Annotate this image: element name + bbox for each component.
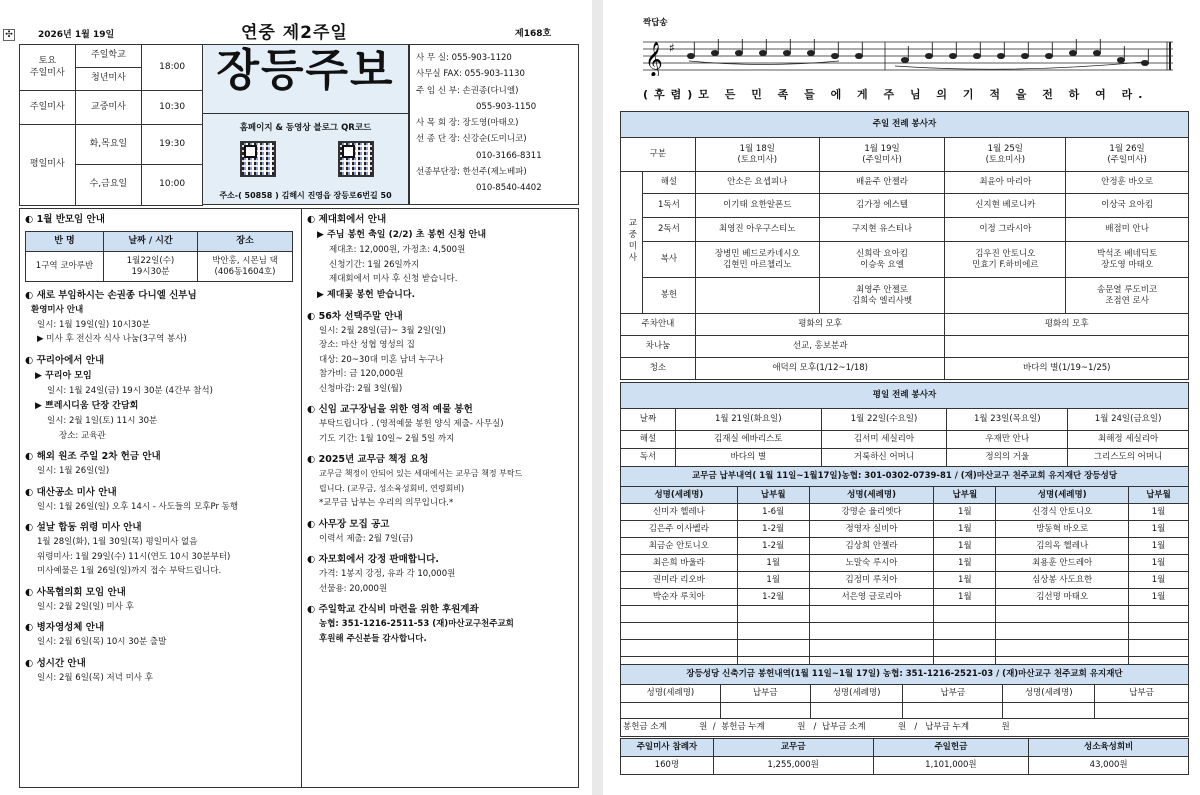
service-cell: 구지현 유스티나 — [819, 218, 945, 242]
notice-title: ◐ 1월 반모임 안내 — [25, 214, 105, 225]
dues-row — [621, 555, 1189, 572]
sunday-service-title: 주일 전례 봉사자 — [621, 112, 1189, 138]
notice-title: ◐ 병자영성체 안내 — [25, 622, 105, 633]
dues-head: 성명(세례명) — [996, 487, 1129, 504]
dues-name: 김정미 루치아 — [809, 572, 934, 589]
notice-subtitle: ▶ 주님 봉헌 축일 (2/2) 초 봉헌 신청 안내 — [317, 230, 487, 240]
note-head — [711, 50, 718, 55]
dues-name: 최금순 안토니오 — [621, 538, 738, 555]
notice-line: 후원해 주신분들 감사합니다. — [319, 633, 427, 644]
mass-times-table — [19, 44, 203, 206]
note-head — [783, 50, 790, 55]
notice-title: ◐ 대산공소 미사 안내 — [25, 486, 117, 498]
notice-line: 미사예물은 1월 26일(일)까지 접수 부탁드립니다. — [37, 566, 222, 576]
weekday-head: 1월 22일(수요일) — [821, 409, 947, 431]
notice-line: 기도 기간: 1월 10일~ 2월 5일 까지 — [319, 433, 455, 444]
service-cell: 김우진 안토니오 민효기 F.하비에르 — [945, 242, 1066, 278]
dues-months: 1월 — [934, 589, 996, 606]
meeting-date: 1월22일(수) 19시30분 — [104, 252, 198, 282]
service-cell: 애덕의 모후(1/12~1/18) — [695, 358, 945, 380]
note-head — [925, 53, 932, 58]
service-head: 1월 18일 (토요미사) — [695, 138, 819, 172]
service-cell: 배윤주 안젤라 — [819, 172, 945, 194]
note-head — [1021, 53, 1028, 58]
notice-subtitle: ▶ 꾸리아 모임 — [35, 370, 92, 381]
notice-title: ◐ 사목협의회 모임 안내 — [25, 586, 126, 598]
note-head — [759, 50, 766, 55]
contact-list — [409, 44, 579, 205]
service-cell: 최영주 안젤로 김희숙 엘리사벳 — [819, 278, 945, 314]
qr-code-label: 홈페이지 & 동영상 블로그 QR코드 — [239, 123, 372, 133]
service-cell: 이기태 요한알폰드 — [695, 194, 819, 218]
building-head: 성명(세례명) — [810, 685, 903, 703]
attendance-count: 160명 — [621, 757, 714, 775]
dues-title: 교무금 납부내역( 1월 11일~1월17일)농협: 301-0302-0739-81 / (재)마산교구 천주교회 유지재단 장등성당 — [621, 467, 1189, 487]
building-head: 납부금 — [720, 685, 810, 703]
treble-clef-icon: 𝄞 — [645, 42, 663, 76]
dues-name: 노말숙 루시아 — [809, 555, 934, 572]
notices-column-b — [301, 208, 579, 788]
tue-thu-time: 19:30 — [142, 125, 203, 165]
notice-line: 일시: 1월 19일(일) 10시30분 — [37, 319, 150, 330]
meeting-place: 박안홍, 시몬님 댁 (406동1604호) — [198, 252, 293, 282]
dues-name: 심상봉 사도요한 — [996, 572, 1129, 589]
funeral-deputy: 선종부단장: 한선주(제노베파) — [416, 167, 527, 178]
council-president: 사 목 회 장: 장도영(마태오) — [416, 118, 519, 129]
notice-line: 일시: 2월 2일(일) 미사 후 — [37, 601, 134, 612]
notice-line: 제대초: 12,000원, 가정초: 4,500원 — [329, 245, 466, 255]
service-cell: 이상국 요아킴 — [1066, 194, 1189, 218]
totals-head: 주일헌금 — [873, 739, 1029, 757]
dues-head: 성명(세례명) — [809, 487, 934, 504]
notice-line: 선물용: 20,000원 — [319, 583, 388, 594]
youth-mass-label: 청년미사 — [75, 68, 142, 91]
building-fund-title: 장등성당 신축기금 봉헌내역(1월 11일~1월 17일) 농협: 351-1216-2521-03 / (재)마산교구 천주교회 유지재단 — [621, 665, 1189, 685]
bulletin-name: 장등주보 — [216, 45, 395, 96]
notice-line: 제대회에서 미사 후 신청 받습니다. — [329, 274, 458, 284]
notice-line: 일시: 1월 26일(일) 오후 14시 - 사도들의 모후Pr 동행 — [37, 501, 239, 512]
dues-months: 1월 — [737, 555, 809, 572]
dues-head: 성명(세례명) — [621, 487, 738, 504]
dues-row — [621, 538, 1189, 555]
vocation-fund-total: 43,000원 — [1029, 757, 1189, 775]
weekday-service-table — [620, 382, 1189, 467]
dues-months: 1-2월 — [737, 589, 809, 606]
notice-title: ◐ 주일학교 간식비 마련을 위한 후원계좌 — [307, 604, 479, 615]
notice-subtitle: ▶ 쁘레시디움 단장 간담회 — [35, 401, 139, 411]
funeral-deputy-phone: 010-8540-4402 — [476, 183, 542, 194]
building-head: 납부금 — [903, 685, 1003, 703]
notice-line: 농협: 351-1216-2511-53 (재)마산교구천주교회 — [319, 619, 514, 629]
dues-name: 최은희 바울라 — [621, 555, 738, 572]
notice-subtitle: ▶ 제대꽃 봉헌 받습니다. — [317, 289, 415, 300]
dues-name: 강명순 율리엣다 — [809, 504, 934, 521]
service-cell: 안소은 요셉피나 — [695, 172, 819, 194]
dues-name: 방동혁 바오로 — [996, 521, 1129, 538]
music-staff — [643, 36, 1173, 76]
totals-table — [620, 738, 1189, 775]
wed-fri-time: 10:00 — [142, 165, 203, 206]
dues-row — [621, 504, 1189, 521]
note-head — [831, 53, 838, 58]
note-head — [949, 53, 956, 58]
sunday-mass-label: 주일미사 — [20, 91, 76, 125]
notice-title: ◐ 56차 선택주말 안내 — [307, 310, 403, 322]
notice-title: ◐ 꾸리아에서 안내 — [25, 354, 105, 366]
weekday-cell: 그리스도의 어머니 — [1068, 449, 1189, 467]
building-summary: 봉헌금 소계 원 / 봉헌금 누계 원 / 납부금 소계 원 / 납부금 누계 원 — [621, 719, 1189, 737]
service-cell: 평화의 모후 — [945, 314, 1189, 336]
qr-code-blog-icon[interactable] — [338, 141, 374, 177]
dues-name: 김은주 이사벨라 — [621, 521, 738, 538]
saturday-mass-label: 토요 주일미사 — [20, 45, 76, 91]
notice-line: 위령미사: 1월 29일(수) 11시(연도 10시 30분부터) — [37, 551, 231, 562]
meeting-header-group: 반 명 — [26, 232, 104, 252]
notice-line: 신청마감: 2월 3일(월) — [319, 383, 403, 394]
dues-table — [620, 466, 1189, 674]
role-label: 2독서 — [642, 218, 695, 242]
notice-line: 참가비: 금 120,000원 — [319, 369, 404, 379]
note-head — [901, 57, 908, 62]
weekday-head: 날짜 — [621, 409, 676, 431]
left-page — [0, 0, 592, 795]
role-label: 주차안내 — [621, 314, 696, 336]
offering-total: 1,101,000원 — [873, 757, 1029, 775]
office-phone: 사 무 실: 055-903-1120 — [416, 53, 512, 63]
meeting-table — [25, 231, 293, 282]
note-head — [973, 53, 980, 58]
sunday-mass-time: 10:30 — [142, 91, 203, 125]
main-mass-label: 교중미사 — [75, 91, 142, 125]
note-head — [997, 53, 1004, 58]
dues-months: 1-6월 — [737, 504, 809, 521]
notice-line: 립니다. (교무금, 성소육성회비, 연령회비) — [319, 483, 465, 493]
sunday-school-label: 주일학교 — [75, 45, 142, 68]
dues-months: 1월 — [1129, 572, 1189, 589]
dues-months: 1월 — [737, 572, 809, 589]
role-label: 봉헌 — [642, 278, 695, 314]
role-label: 복사 — [642, 242, 695, 278]
weekday-mass-label: 평일미사 — [20, 125, 76, 206]
main-mass-group: 교중미사 — [621, 172, 643, 314]
service-cell: 선교, 홍보분과 — [695, 336, 945, 358]
service-cell: 김가정 에스텔 — [819, 194, 945, 218]
notice-line: 일시: 2월 28일(금)~ 3월 2일(일) — [319, 325, 446, 336]
wed-fri-label: 수,금요일 — [75, 165, 142, 206]
bulletin-date: 2026년 1월 19일 — [38, 30, 115, 40]
building-head: 납부금 — [1095, 685, 1189, 703]
service-cell: 최윤아 마리아 — [945, 172, 1066, 194]
weekday-head: 1월 24일(금요일) — [1068, 409, 1189, 431]
weekday-head: 1월 23일(목요일) — [947, 409, 1068, 431]
psalm-lyric: (후렴)모 든 민 족 들 에 게 주 님 의 기 적 을 전 하 여 라. — [643, 88, 1149, 101]
service-cell: 송문열 루도비코 조점연 로사 — [1066, 278, 1189, 314]
dues-months: 1월 — [934, 572, 996, 589]
notice-line: ▶ 미사 후 전신자 식사 나눔(3구역 봉사) — [37, 334, 187, 344]
note-head — [1141, 60, 1148, 65]
notice-title: ◐ 설날 합동 위령 미사 안내 — [25, 522, 142, 533]
service-cell — [945, 336, 1189, 358]
note-head — [687, 53, 694, 58]
dues-months: 1월 — [1129, 538, 1189, 555]
sunday-service-table — [620, 111, 1189, 380]
dues-name: 박순자 루치아 — [621, 589, 738, 606]
service-head: 구분 — [621, 138, 696, 172]
notice-line: *교무금 납부는 우리의 의무입니다.* — [319, 498, 454, 508]
funeral-leader: 선 종 단 장: 신강순(도미니코) — [416, 134, 527, 145]
notice-line: 교무금 책정이 안되어 있는 세대에서는 교무금 책정 부탁드 — [319, 469, 523, 478]
service-cell: 이정 그라시아 — [945, 218, 1066, 242]
notice-line: 신청기간: 1월 26일까지 — [329, 259, 420, 270]
note-head — [1045, 53, 1052, 58]
dues-months: 1월 — [1129, 589, 1189, 606]
dues-total: 1,255,000원 — [713, 757, 873, 775]
dues-name: 정영자 실비아 — [809, 521, 934, 538]
building-head: 성명(세례명) — [1003, 685, 1095, 703]
issue-number: 제168호 — [515, 29, 552, 39]
service-cell: 신지현 베로니카 — [945, 194, 1066, 218]
dues-name: 김선명 마태오 — [996, 589, 1129, 606]
dues-months: 1-2월 — [737, 521, 809, 538]
totals-head: 주일미사 참례자 — [621, 739, 714, 757]
notice-title: ◐ 자모회에서 강정 판매합니다. — [307, 554, 439, 565]
note-head — [1093, 50, 1100, 55]
dues-name: 신경식 안토니오 — [996, 504, 1129, 521]
bulletin-masthead — [202, 44, 409, 205]
dues-name: 김의옥 헬레나 — [996, 538, 1129, 555]
building-head: 성명(세례명) — [621, 685, 721, 703]
pastor-name: 주 임 신 부: 손권종(다니엘) — [416, 85, 519, 96]
service-head: 1월 19일 (주일미사) — [819, 138, 945, 172]
dues-row — [621, 589, 1189, 606]
dues-months: 1월 — [1129, 521, 1189, 538]
service-cell: 박석조 베네딕토 장도영 마태오 — [1066, 242, 1189, 278]
service-head: 1월 25일 (토요미사) — [945, 138, 1066, 172]
dues-months: 1월 — [934, 538, 996, 555]
dues-name: 권미라 리오바 — [621, 572, 738, 589]
notice-line: 일시: 2월 6일(목) 10시 30분 출발 — [37, 637, 167, 647]
role-label: 독서 — [621, 449, 676, 467]
service-cell: 최영진 아우구스티노 — [695, 218, 819, 242]
weekday-cell: 바다의 별 — [675, 449, 821, 467]
service-cell — [945, 278, 1066, 314]
notice-title: ◐ 사무장 모집 공고 — [307, 518, 390, 530]
weekday-cell: 김서미 세실리아 — [821, 431, 947, 449]
pastor-phone: 055-903-1150 — [476, 101, 537, 112]
psalm-label: 짝답송 — [643, 18, 668, 28]
totals-head: 교무금 — [713, 739, 873, 757]
dues-row — [621, 521, 1189, 538]
notice-line: 대상: 20~30대 미혼 남녀 누구나 — [319, 354, 444, 365]
service-cell — [695, 278, 819, 314]
notice-line: 일시: 1월 24일(금) 19시 30분 (4간부 참석) — [47, 385, 213, 396]
notice-line: 부탁드립니다 . (영적예물 봉헌 양식 제출- 사무실) — [319, 419, 504, 429]
dues-months: 1월 — [934, 555, 996, 572]
dues-months: 1월 — [934, 504, 996, 521]
note-head — [855, 53, 862, 58]
notice-line: 일시: 2월 1일(토) 11시 30분 — [47, 416, 158, 426]
sharp-icon: ♯ — [669, 41, 675, 55]
notice-title: ◐ 성시간 안내 — [25, 657, 86, 669]
tue-thu-label: 화,목요일 — [75, 125, 142, 165]
service-head: 1월 26일 (주일미사) — [1066, 138, 1189, 172]
note-head — [807, 50, 814, 55]
dues-name: 신미자 헬레나 — [621, 504, 738, 521]
weekday-cell: 거룩하신 어머니 — [821, 449, 947, 467]
dues-months: 1-2월 — [737, 538, 809, 555]
liturgical-title: 연중 제2주일 — [241, 23, 348, 43]
role-label: 1독서 — [642, 194, 695, 218]
notice-title: ◐ 새로 부임하시는 손권종 다니엘 신부님 — [25, 290, 197, 301]
service-cell: 바다의 별(1/19~1/25) — [945, 358, 1189, 380]
notice-line: 이력서 제출: 2월 7일(금) — [319, 533, 414, 544]
weekday-head: 1월 21일(화요일) — [675, 409, 821, 431]
role-label: 청소 — [621, 358, 696, 380]
dues-name: 최용훈 안드레아 — [996, 555, 1129, 572]
notice-title: ◐ 2025년 교무금 책정 요청 — [307, 454, 429, 465]
weekday-cell: 김재실 에바리스토 — [675, 431, 821, 449]
dues-head: 납부월 — [737, 487, 809, 504]
parish-address: 주소-( 50858 ) 김해시 진영읍 장등로6번길 50 — [219, 191, 392, 200]
right-page — [603, 0, 1200, 795]
dues-head: 납부월 — [1129, 487, 1189, 504]
meeting-header-place: 장소 — [198, 232, 293, 252]
dues-row — [621, 572, 1189, 589]
totals-head: 성소육성회비 — [1029, 739, 1189, 757]
service-cell: 평화의 모후 — [695, 314, 945, 336]
weekday-service-title: 평일 전례 봉사자 — [621, 383, 1189, 409]
notice-line: 가격: 1봉지 강정, 유과 각 10,000원 — [319, 569, 456, 579]
role-label: 해설 — [621, 431, 676, 449]
dues-name: 김상희 안젤라 — [809, 538, 934, 555]
dues-head: 납부월 — [934, 487, 996, 504]
meeting-group: 1구역 코아루반 — [26, 252, 104, 282]
building-fund-table — [620, 664, 1189, 737]
notices-column-a — [19, 208, 302, 788]
notice-line: 1월 28일(화), 1월 30일(목) 평일미사 없음 — [37, 537, 198, 547]
notice-line: 장소: 마산 성협 영성의 집 — [319, 340, 415, 350]
funeral-leader-phone: 010-3166-8311 — [476, 150, 542, 161]
office-fax: 사무실 FAX: 055-903-1130 — [416, 69, 525, 80]
weekday-cell: 최해정 세실리아 — [1068, 431, 1189, 449]
note-head — [1117, 57, 1124, 62]
note-head — [735, 50, 742, 55]
dues-months: 1월 — [1129, 555, 1189, 572]
saturday-mass-time: 18:00 — [142, 45, 203, 91]
notice-title: ◐ 신임 교구장님을 위한 영적 예물 봉헌 — [307, 404, 473, 415]
notice-title: ◐ 제대회에서 안내 — [307, 214, 387, 225]
notice-title: ◐ 해외 원조 주일 2차 헌금 안내 — [25, 451, 161, 462]
service-cell: 신희락 요아킴 이승욱 요엘 — [819, 242, 945, 278]
notice-title: 환영미사 안내 — [31, 305, 84, 315]
role-label: 차나눔 — [621, 336, 696, 358]
weekday-cell: 우재만 안나 — [947, 431, 1068, 449]
table-move-handle-icon[interactable]: ✣ — [3, 29, 15, 41]
dues-months: 1월 — [1129, 504, 1189, 521]
dues-months: 1월 — [934, 521, 996, 538]
notice-line: 일시: 1월 26일(일) — [37, 466, 110, 476]
service-cell: 장병민 베드로카네시오 김현민 마르첼리노 — [695, 242, 819, 278]
weekday-cell: 정의의 거울 — [947, 449, 1068, 467]
dues-name: 서은영 글로리아 — [809, 589, 934, 606]
role-label: 해설 — [642, 172, 695, 194]
service-cell: 배점미 안나 — [1066, 218, 1189, 242]
meeting-header-date: 날짜 / 시간 — [104, 232, 198, 252]
qr-code-homepage-icon[interactable] — [240, 141, 276, 177]
note-head — [1069, 50, 1076, 55]
notice-line: 일시: 2월 6일(목) 저녁 미사 후 — [37, 672, 153, 683]
notice-line: 장소: 교육관 — [59, 430, 106, 441]
service-cell: 안정훈 바오로 — [1066, 172, 1189, 194]
